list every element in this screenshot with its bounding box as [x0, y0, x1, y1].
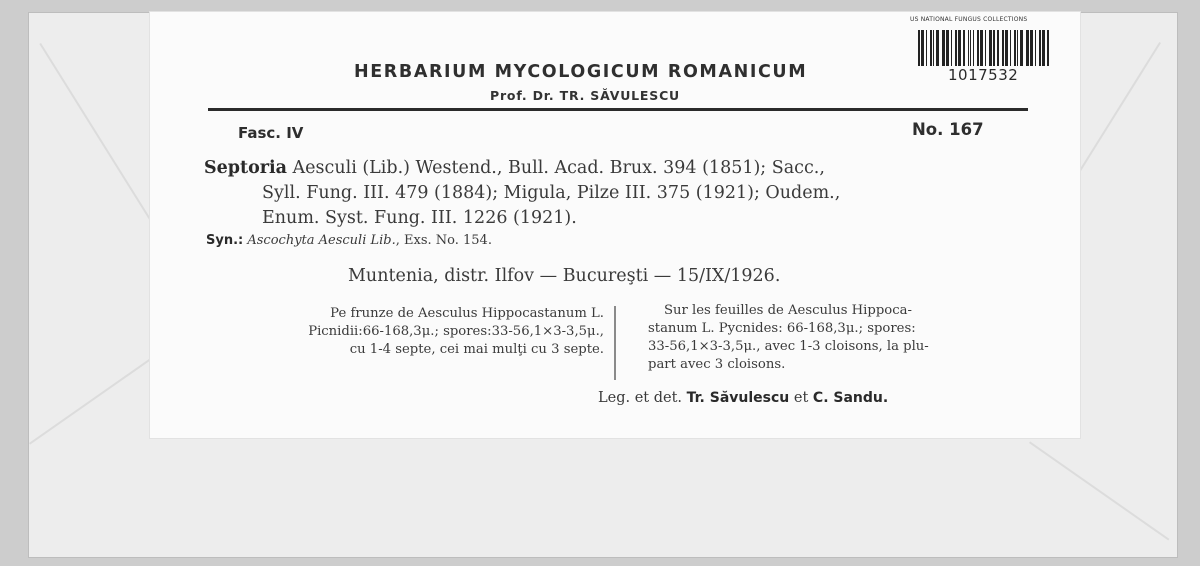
- description-fr-line: part avec 3 cloisons.: [648, 357, 786, 372]
- label-title: HERBARIUM MYCOLOGICUM ROMANICUM: [354, 62, 808, 82]
- collection-locality: Muntenia, distr. Ilfov — Bucureşti — 15/IX/1926.: [348, 266, 781, 286]
- barcode-bar: [958, 30, 961, 66]
- barcode-bar: [985, 30, 986, 66]
- species-line-1-rest: Aesculi (Lib.) Westend., Bull. Acad. Brux. 394 (1851); Sacc.,: [286, 158, 825, 178]
- description-fr-line: Sur les feuilles de Aesculus Hippoca-: [664, 303, 912, 318]
- barcode-bar: [970, 30, 971, 66]
- barcode-bars: [918, 30, 1052, 66]
- barcode-bar: [973, 30, 974, 66]
- description-romanian: [204, 305, 604, 359]
- barcode-bar: [946, 30, 949, 66]
- description-ro-line: cu 1-4 septe, cei mai mulţi cu 3 septe.: [349, 342, 604, 357]
- barcode-bar: [1039, 30, 1041, 66]
- barcode-bar: [955, 30, 957, 66]
- label-subtitle: Prof. Dr. TR. SĂVULESCU: [490, 88, 680, 103]
- header-rule: [208, 108, 1028, 111]
- species-citation: [204, 156, 1034, 231]
- species-line-3: Enum. Syst. Fung. III. 1226 (1921).: [262, 208, 577, 228]
- collectors-prefix: Leg. et det.: [598, 390, 687, 406]
- barcode-bar: [1042, 30, 1045, 66]
- barcode-bar: [951, 30, 952, 66]
- barcode-bar: [980, 30, 983, 66]
- barcode-bar: [993, 30, 995, 66]
- collector-1: Tr. Săvulescu: [686, 390, 790, 406]
- barcode-bar: [989, 30, 992, 66]
- envelope-fold-line: [39, 43, 157, 231]
- description-french: [648, 302, 1038, 374]
- barcode-bar: [1026, 30, 1029, 66]
- specimen-number: No. 167: [912, 120, 984, 139]
- barcode-bar: [1030, 30, 1033, 66]
- barcode-caption: US NATIONAL FUNGUS COLLECTIONS: [910, 16, 1028, 23]
- description-fr-line: stanum L. Pycnides: 66-168,3μ.; spores:: [648, 321, 916, 336]
- synonym-name: Ascochyta Aesculi Lib.: [247, 233, 396, 248]
- barcode-bar: [968, 30, 969, 66]
- barcode-bar: [936, 30, 939, 66]
- barcode-bar: [963, 30, 965, 66]
- barcode-bar: [1047, 30, 1049, 66]
- barcode-bar: [997, 30, 999, 66]
- collectors-line: [598, 390, 888, 406]
- barcode-bar: [1002, 30, 1004, 66]
- barcode-bar: [1017, 30, 1018, 66]
- barcode-bar: [1014, 30, 1016, 66]
- barcode-number: 1017532: [948, 66, 1019, 84]
- barcode-bar: [1035, 30, 1036, 66]
- barcode-bar: [926, 30, 927, 66]
- description-ro-line: Pe frunze de Aesculus Hippocastanum L.: [330, 306, 604, 321]
- barcode-bar: [933, 30, 934, 66]
- envelope-fold-line: [1029, 441, 1169, 540]
- barcode-bar: [977, 30, 979, 66]
- synonym: [206, 233, 492, 248]
- fascicle-label: Fasc. IV: [238, 124, 304, 142]
- barcode-bar: [1020, 30, 1023, 66]
- description-ro-line: Picnidii:66-168,3μ.; spores:33-56,1×3-3,5μ.,: [308, 324, 604, 339]
- barcode: [906, 14, 1056, 84]
- barcode-bar: [1005, 30, 1008, 66]
- barcode-bar: [942, 30, 945, 66]
- barcode-bar: [930, 30, 932, 66]
- species-line-1: [204, 156, 1034, 181]
- barcode-bar: [918, 30, 920, 66]
- collectors-conjunction: et: [789, 390, 813, 406]
- barcode-bar: [1010, 30, 1011, 66]
- collector-2: C. Sandu.: [812, 390, 889, 406]
- synonym-reference: , Exs. No. 154.: [395, 233, 492, 248]
- synonym-label: Syn.:: [206, 233, 244, 248]
- species-line-2: Syll. Fung. III. 479 (1884); Migula, Pilze III. 375 (1921); Oudem.,: [262, 183, 841, 203]
- barcode-bar: [921, 30, 924, 66]
- genus-name: Septoria: [204, 158, 287, 178]
- column-divider: [614, 306, 616, 380]
- description-fr-line: 33-56,1×3-3,5μ., avec 1-3 cloisons, la plu-: [648, 339, 929, 354]
